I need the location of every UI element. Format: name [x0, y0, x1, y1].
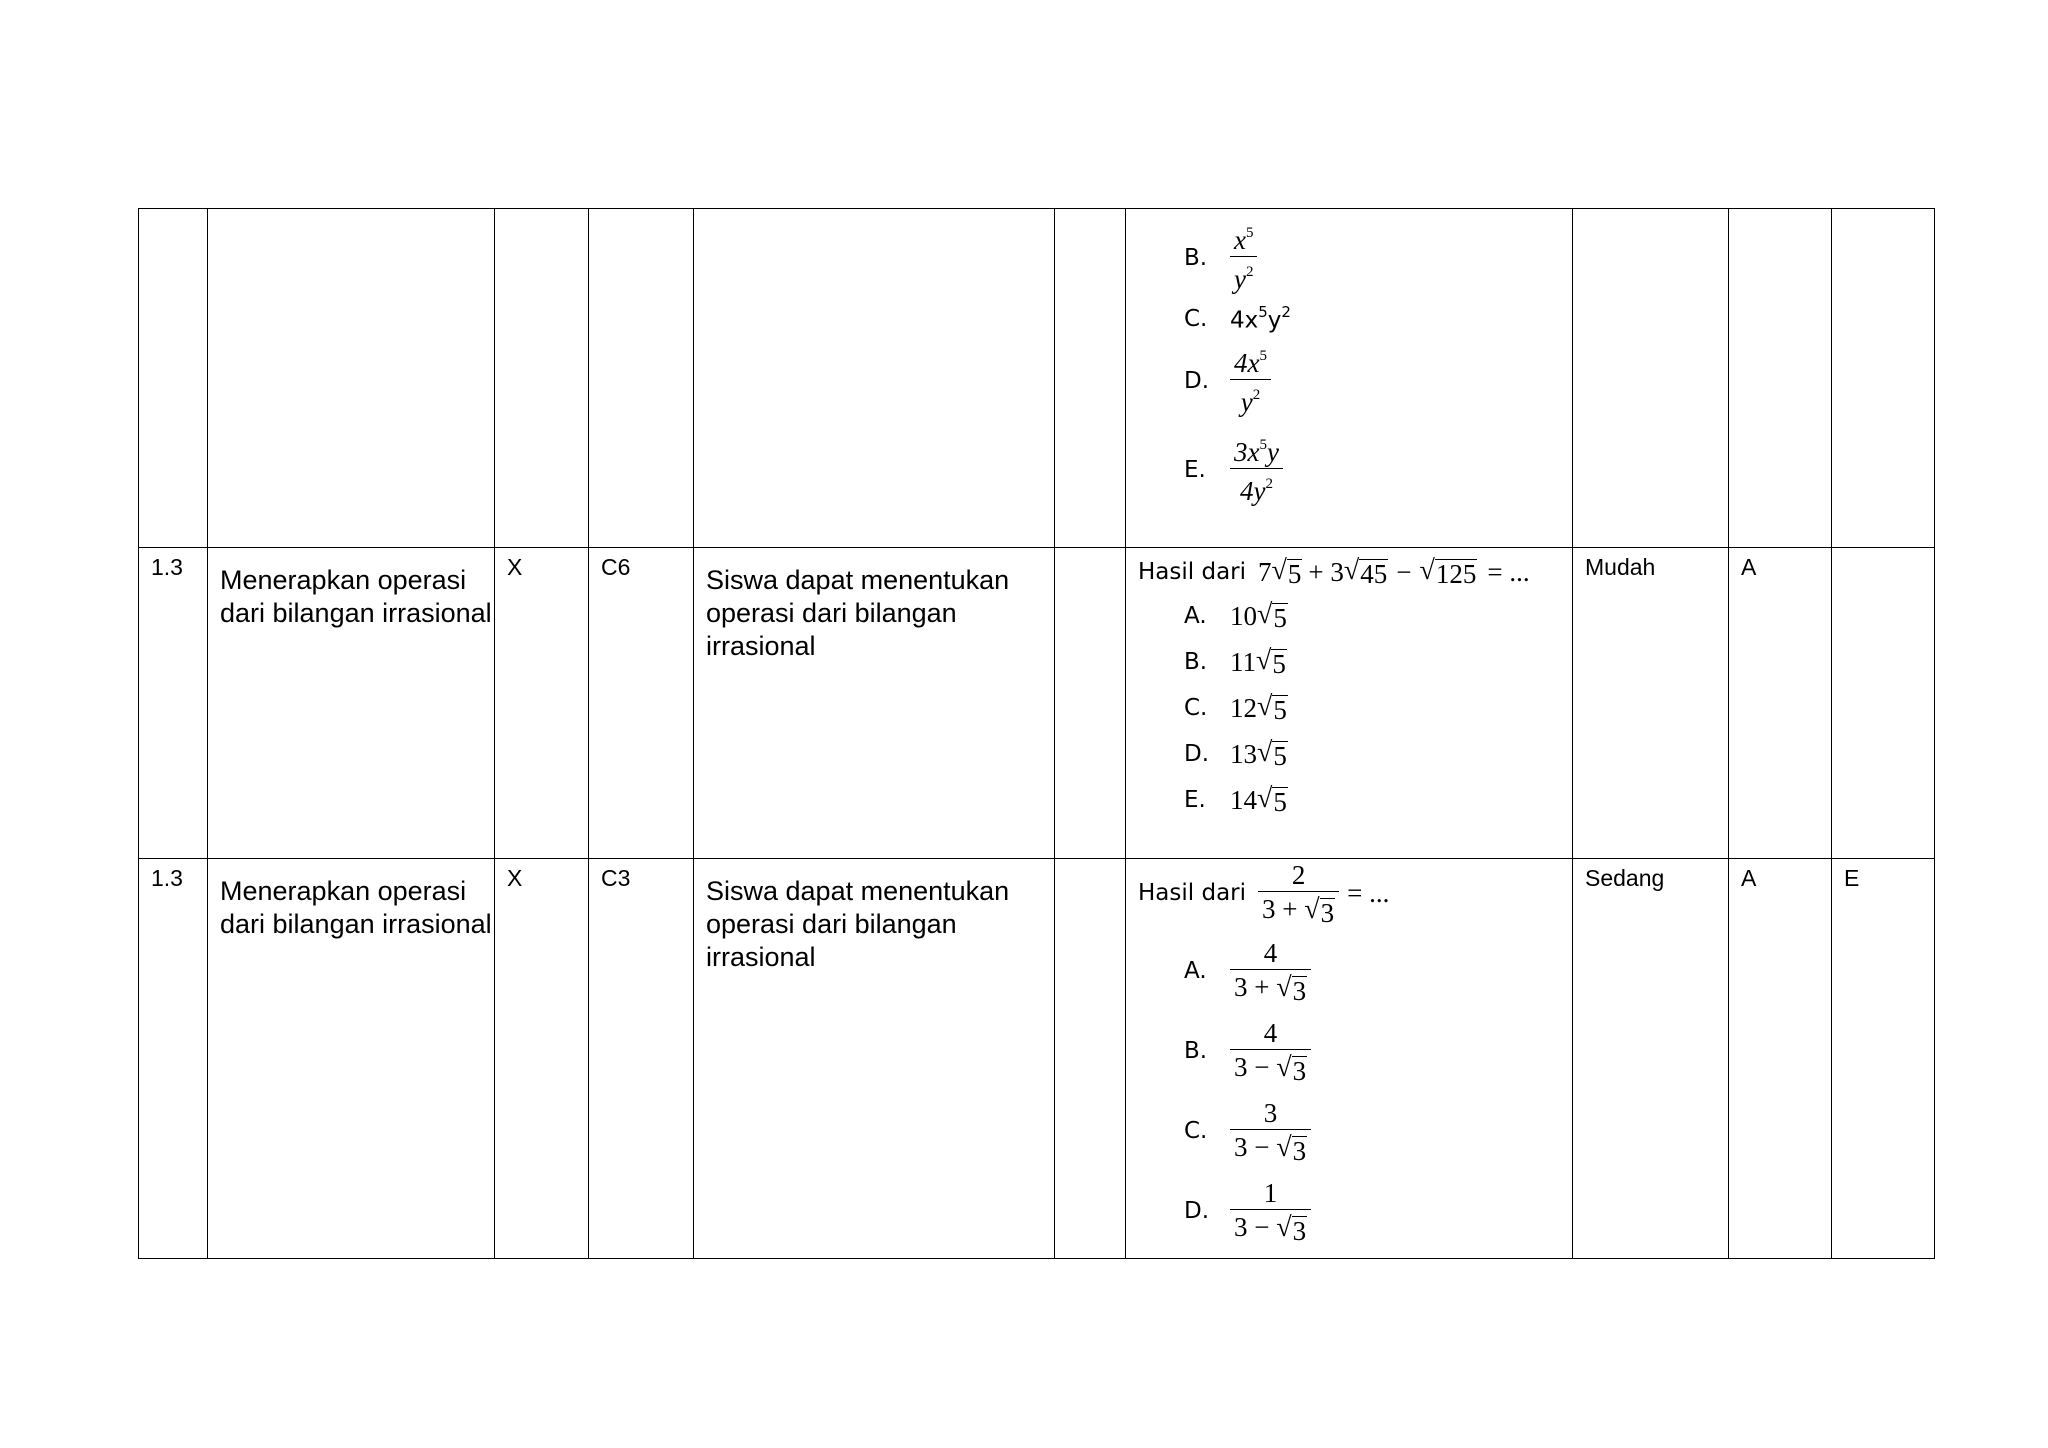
option-label: B. [1184, 244, 1208, 271]
kompetensi-cell: Menerapkan operasi dari bilangan irrasional [208, 548, 495, 859]
sqrt-icon: √ 3 [1276, 1052, 1307, 1086]
numerator: 4 [1263, 938, 1278, 968]
blank-cell [1055, 548, 1126, 859]
kompetensi-cell: Menerapkan operasi dari bilangan irrasional [208, 859, 495, 1259]
option-c [1184, 692, 1288, 724]
coefficient: 11 [1230, 646, 1256, 677]
coefficient: 14 [1230, 784, 1257, 815]
stem-fraction [1258, 859, 1339, 927]
stem-text: Hasil dari [1138, 880, 1247, 906]
answer-cell: A [1729, 548, 1832, 859]
sqrt-icon: √ 5 [1257, 783, 1287, 817]
equals: = ... [1487, 556, 1530, 587]
coefficient: 10 [1230, 600, 1257, 631]
term: y [1267, 307, 1282, 334]
table-row [139, 859, 1935, 1259]
radicand: 5 [1273, 603, 1287, 633]
question-stem [1138, 859, 1389, 927]
option-label: D. [1184, 367, 1210, 394]
level-cell: C6 [589, 548, 694, 859]
option-fraction [1230, 1177, 1311, 1245]
radicand: 5 [1273, 787, 1287, 817]
option-fraction [1230, 431, 1283, 508]
exponent: 5 [1258, 303, 1268, 321]
no-cell: 1.3 [139, 859, 208, 1259]
sqrt-icon: √ 5 [1256, 645, 1286, 679]
option-fraction [1230, 1017, 1311, 1085]
option-e [1184, 431, 1283, 508]
option-label: A. [1184, 603, 1207, 629]
numerator: 4x [1234, 348, 1260, 378]
numerator: x [1234, 225, 1246, 255]
option-e [1184, 784, 1288, 816]
exponent: 2 [1245, 264, 1254, 280]
coefficient: 12 [1230, 692, 1257, 723]
table-row [139, 209, 1935, 548]
no-cell: 1.3 [139, 548, 208, 859]
option-b [1184, 219, 1257, 296]
extra-cell [1832, 548, 1935, 859]
option-d [1184, 342, 1271, 419]
option-label: B. [1184, 649, 1208, 675]
blank-cell [1055, 209, 1126, 548]
option-label: C. [1184, 695, 1208, 721]
denominator: 3 − [1234, 1132, 1270, 1162]
difficulty-cell: Mudah [1573, 548, 1729, 859]
numerator: 3 [1263, 1098, 1278, 1128]
radicand: 3 [1292, 1056, 1307, 1086]
radicand: 5 [1287, 559, 1302, 589]
numerator: 1 [1263, 1178, 1278, 1208]
operator: + 3 [1308, 556, 1344, 587]
exponent: 2 [1281, 303, 1291, 321]
question-cell [1126, 209, 1573, 548]
denominator: y [1240, 387, 1253, 417]
difficulty-cell [1573, 209, 1729, 548]
denominator: y [1234, 264, 1246, 294]
question-stem [1138, 556, 1530, 588]
option-fraction [1230, 219, 1257, 296]
denominator: 3 + [1262, 894, 1298, 924]
option-b [1184, 1017, 1311, 1085]
exponent: 5 [1259, 348, 1267, 364]
option-a [1184, 937, 1311, 1005]
operator: − [1396, 556, 1412, 587]
option-label: C. [1184, 306, 1208, 333]
exponent: 5 [1245, 225, 1254, 241]
level-cell: C3 [589, 859, 694, 1259]
indikator-cell: Siswa dapat menentukan operasi dari bilangan irrasional [694, 859, 1055, 1259]
question-table [138, 208, 1935, 1259]
radicand: 45 [1360, 559, 1388, 589]
option-label: B. [1184, 1038, 1208, 1064]
option-label: D. [1184, 1198, 1210, 1224]
radicand: 5 [1273, 741, 1287, 771]
numerator: 2 [1291, 860, 1306, 890]
question-cell [1126, 859, 1573, 1259]
option-c [1184, 305, 1291, 334]
radicand: 3 [1292, 1136, 1307, 1166]
blank-cell [1055, 859, 1126, 1259]
option-a [1184, 600, 1288, 632]
option-b [1184, 646, 1287, 678]
radicand: 125 [1435, 559, 1477, 589]
option-fraction [1230, 1097, 1311, 1165]
kelas-cell: X [495, 859, 589, 1259]
answer-cell [1729, 209, 1832, 548]
option-d [1184, 1177, 1311, 1245]
option-label: C. [1184, 1118, 1208, 1144]
option-d [1184, 738, 1288, 770]
extra-cell [1832, 209, 1935, 548]
option-label: E. [1184, 456, 1206, 483]
radicand: 5 [1272, 649, 1286, 679]
exponent: 5 [1259, 437, 1267, 453]
sqrt-icon: √ 3 [1276, 1132, 1307, 1166]
radicand: 3 [1320, 898, 1335, 928]
difficulty-cell: Sedang [1573, 859, 1729, 1259]
denominator: 3 + [1234, 972, 1270, 1002]
numerator: 4 [1263, 1018, 1278, 1048]
option-expression [1230, 305, 1291, 334]
kelas-cell [495, 209, 589, 548]
option-fraction [1230, 937, 1311, 1005]
radicand: 5 [1273, 695, 1287, 725]
sqrt-icon: √ 125 [1419, 555, 1477, 589]
option-label: A. [1184, 958, 1207, 984]
no-cell [139, 209, 208, 548]
sqrt-icon: √ 5 [1257, 691, 1287, 725]
indikator-cell: Siswa dapat menentukan operasi dari bilangan irrasional [694, 548, 1055, 859]
equals: = ... [1347, 877, 1390, 908]
sqrt-icon: √ 5 [1271, 555, 1302, 589]
denominator: 3 − [1234, 1212, 1270, 1242]
radicand: 3 [1292, 1216, 1307, 1246]
kelas-cell: X [495, 548, 589, 859]
term: 4x [1230, 307, 1259, 334]
extra-cell: E [1832, 859, 1935, 1259]
kompetensi-cell [208, 209, 495, 548]
coefficient: 7 [1258, 556, 1272, 587]
denominator: 3 − [1234, 1052, 1270, 1082]
sqrt-icon: √ 3 [1276, 1212, 1307, 1246]
sqrt-icon: √ 3 [1304, 894, 1335, 928]
stem-text: Hasil dari [1138, 559, 1247, 585]
question-cell [1126, 548, 1573, 859]
answer-cell: A [1729, 859, 1832, 1259]
numerator-tail: y [1266, 437, 1279, 467]
option-fraction [1230, 342, 1271, 419]
option-label: D. [1184, 741, 1210, 767]
sqrt-icon: √ 45 [1343, 555, 1388, 589]
option-c [1184, 1097, 1311, 1165]
level-cell [589, 209, 694, 548]
indikator-cell [694, 209, 1055, 548]
numerator: 3x [1234, 437, 1260, 467]
sqrt-icon: √ 5 [1257, 737, 1287, 771]
sqrt-icon: √ 5 [1257, 599, 1287, 633]
option-label: E. [1184, 787, 1206, 813]
table-row [139, 548, 1935, 859]
coefficient: 13 [1230, 738, 1257, 769]
radicand: 3 [1292, 976, 1307, 1006]
exponent: 2 [1265, 476, 1273, 492]
denominator: 4y [1239, 476, 1266, 506]
exponent: 2 [1252, 387, 1261, 403]
sqrt-icon: √ 3 [1276, 972, 1307, 1006]
